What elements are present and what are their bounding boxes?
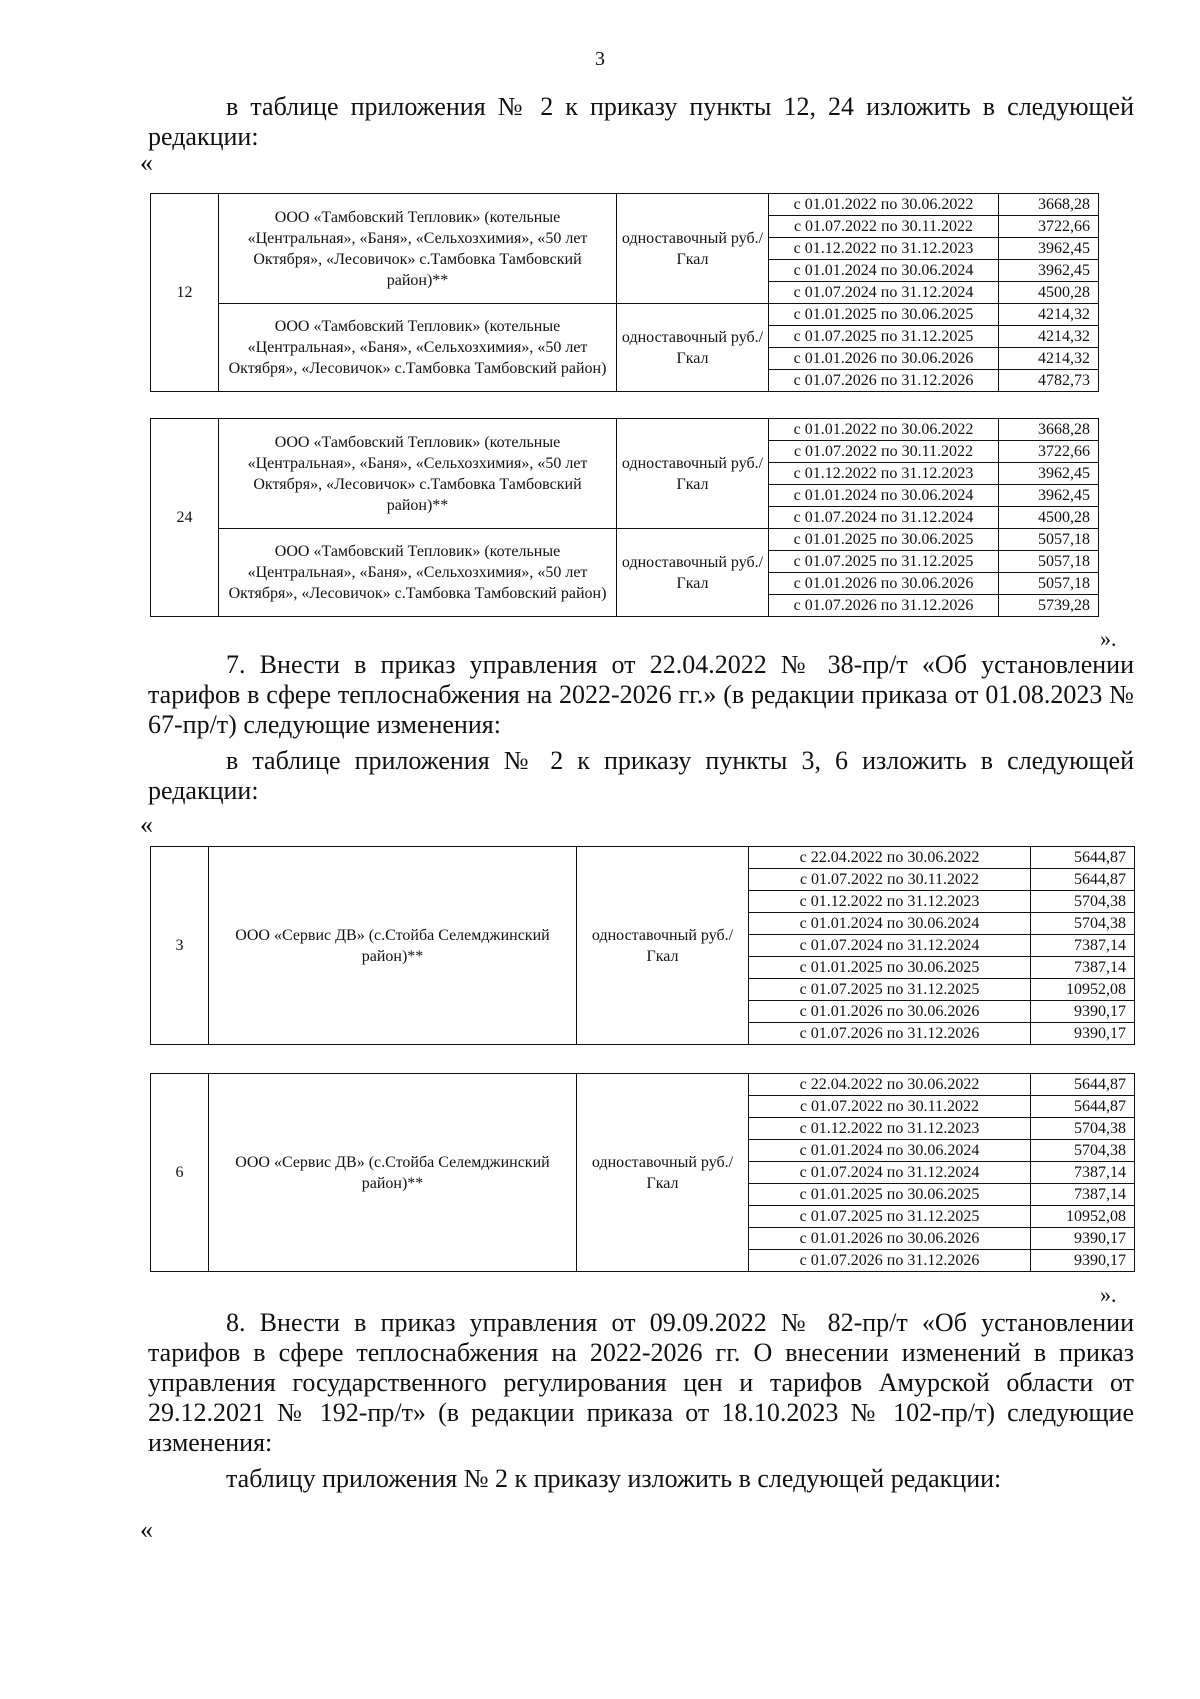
tariff-value: 5644,87 xyxy=(1031,869,1135,891)
period-cell: с 01.07.2024 по 31.12.2024 xyxy=(769,282,999,304)
tariff-value: 3962,45 xyxy=(999,238,1099,260)
period-cell: с 22.04.2022 по 30.06.2022 xyxy=(749,1074,1031,1096)
period-cell: с 01.12.2022 по 31.12.2023 xyxy=(749,1118,1031,1140)
paragraph-8: 8. Внести в приказ управления от 09.09.2022 № 82-пр/т «Об установлении тарифов в сфере теплоснабжения на 2022-2026 гг. О внесении изменений в приказ управления государственного регулирования цен и тарифов Амурской области от 29.12.2021 № 192-пр/т» (в редакции приказа от 18.10.2023 № 102-пр/т) следующие изменения: xyxy=(148,1308,1134,1457)
period-cell: с 01.07.2025 по 31.12.2025 xyxy=(769,551,999,573)
tariff-value: 9390,17 xyxy=(1031,1023,1135,1045)
period-cell: с 01.07.2022 по 30.11.2022 xyxy=(749,1096,1031,1118)
tariff-table-3 xyxy=(150,846,1135,1045)
period-cell: с 01.07.2025 по 31.12.2025 xyxy=(749,1206,1031,1228)
period-cell: с 01.01.2026 по 30.06.2026 xyxy=(749,1001,1031,1023)
tariff-value: 7387,14 xyxy=(1031,935,1135,957)
tariff-value: 4500,28 xyxy=(999,282,1099,304)
unit-of-measure: одноставочный руб./Гкал xyxy=(577,1074,749,1272)
period-cell: с 22.04.2022 по 30.06.2022 xyxy=(749,847,1031,869)
tariff-value: 3722,66 xyxy=(999,216,1099,238)
tariff-value: 3962,45 xyxy=(999,485,1099,507)
tariff-value: 5057,18 xyxy=(999,551,1099,573)
period-cell: с 01.01.2026 по 30.06.2026 xyxy=(769,573,999,595)
organization-name: ООО «Тамбовский Тепловик» (котельные «Центральная», «Баня», «Сельхозхимия», «50 лет Октября», «Лесовичок» с.Тамбовка Тамбовский район)** xyxy=(219,194,617,304)
intro-paragraph-1: в таблице приложения № 2 к приказу пункты 12, 24 изложить в следующей редакции: xyxy=(148,92,1134,151)
tariff-value: 9390,17 xyxy=(1031,1228,1135,1250)
period-cell: с 01.01.2022 по 30.06.2022 xyxy=(769,419,999,441)
tariff-value: 4214,32 xyxy=(999,326,1099,348)
tariff-value: 3722,66 xyxy=(999,441,1099,463)
tariff-value: 9390,17 xyxy=(1031,1001,1135,1023)
organization-name: ООО «Сервис ДВ» (с.Стойба Селемджинский район)** xyxy=(209,1074,577,1272)
tariff-value: 3668,28 xyxy=(999,419,1099,441)
unit-of-measure: одноставочный руб./Гкал xyxy=(617,529,769,617)
tariff-value: 4214,32 xyxy=(999,348,1099,370)
tariff-value: 3962,45 xyxy=(999,463,1099,485)
tariff-table-24 xyxy=(150,418,1099,617)
period-cell: с 01.01.2025 по 30.06.2025 xyxy=(749,1184,1031,1206)
period-cell: с 01.07.2026 по 31.12.2026 xyxy=(749,1250,1031,1272)
period-cell: с 01.01.2025 по 30.06.2025 xyxy=(749,957,1031,979)
period-cell: с 01.07.2025 по 31.12.2025 xyxy=(749,979,1031,1001)
tariff-value: 7387,14 xyxy=(1031,1162,1135,1184)
item-number: 3 xyxy=(151,847,209,1045)
item-number: 12 xyxy=(151,194,219,392)
period-cell: с 01.07.2025 по 31.12.2025 xyxy=(769,326,999,348)
period-cell: с 01.07.2026 по 31.12.2026 xyxy=(769,370,999,392)
period-cell: с 01.01.2024 по 30.06.2024 xyxy=(749,913,1031,935)
tariff-value: 4500,28 xyxy=(999,507,1099,529)
unit-of-measure: одноставочный руб./Гкал xyxy=(617,194,769,304)
period-cell: с 01.01.2022 по 30.06.2022 xyxy=(769,194,999,216)
period-cell: с 01.07.2022 по 30.11.2022 xyxy=(769,216,999,238)
tariff-value: 10952,08 xyxy=(1031,1206,1135,1228)
period-cell: с 01.01.2026 по 30.06.2026 xyxy=(749,1228,1031,1250)
tariff-value: 4214,32 xyxy=(999,304,1099,326)
tariff-value: 5704,38 xyxy=(1031,913,1135,935)
tariff-value: 5644,87 xyxy=(1031,1074,1135,1096)
tariff-value: 3962,45 xyxy=(999,260,1099,282)
period-cell: с 01.01.2024 по 30.06.2024 xyxy=(769,260,999,282)
close-quote-1: ». xyxy=(1100,626,1117,651)
organization-name: ООО «Тамбовский Тепловик» (котельные «Центральная», «Баня», «Сельхозхимия», «50 лет Октября», «Лесовичок» с.Тамбовка Тамбовский район) xyxy=(219,304,617,392)
period-cell: с 01.07.2026 по 31.12.2026 xyxy=(769,595,999,617)
tariff-value: 5644,87 xyxy=(1031,1096,1135,1118)
item-number: 24 xyxy=(151,419,219,617)
organization-name: ООО «Тамбовский Тепловик» (котельные «Центральная», «Баня», «Сельхозхимия», «50 лет Октября», «Лесовичок» с.Тамбовка Тамбовский район)** xyxy=(219,419,617,529)
page-number: 3 xyxy=(595,48,605,70)
tariff-value: 5644,87 xyxy=(1031,847,1135,869)
organization-name: ООО «Тамбовский Тепловик» (котельные «Центральная», «Баня», «Сельхозхимия», «50 лет Октября», «Лесовичок» с.Тамбовка Тамбовский район) xyxy=(219,529,617,617)
period-cell: с 01.12.2022 по 31.12.2023 xyxy=(749,891,1031,913)
organization-name: ООО «Сервис ДВ» (с.Стойба Селемджинский район)** xyxy=(209,847,577,1045)
period-cell: с 01.07.2024 по 31.12.2024 xyxy=(749,1162,1031,1184)
tariff-value: 5704,38 xyxy=(1031,1118,1135,1140)
open-quote-2: « xyxy=(140,810,153,839)
period-cell: с 01.01.2024 по 30.06.2024 xyxy=(749,1140,1031,1162)
tariff-value: 9390,17 xyxy=(1031,1250,1135,1272)
open-quote-1: « xyxy=(140,148,153,177)
tariff-value: 5704,38 xyxy=(1031,891,1135,913)
paragraph-7: 7. Внести в приказ управления от 22.04.2022 № 38-пр/т «Об установлении тарифов в сфере теплоснабжения на 2022-2026 гг.» (в редакции приказа от 01.08.2023 № 67-пр/т) следующие изменения: xyxy=(148,650,1134,739)
tariff-value: 5704,38 xyxy=(1031,1140,1135,1162)
unit-of-measure: одноставочный руб./Гкал xyxy=(577,847,749,1045)
period-cell: с 01.07.2024 по 31.12.2024 xyxy=(749,935,1031,957)
period-cell: с 01.12.2022 по 31.12.2023 xyxy=(769,463,999,485)
period-cell: с 01.01.2025 по 30.06.2025 xyxy=(769,304,999,326)
close-quote-2: ». xyxy=(1100,1282,1117,1307)
period-cell: с 01.07.2026 по 31.12.2026 xyxy=(749,1023,1031,1045)
period-cell: с 01.01.2026 по 30.06.2026 xyxy=(769,348,999,370)
unit-of-measure: одноставочный руб./Гкал xyxy=(617,304,769,392)
period-cell: с 01.01.2025 по 30.06.2025 xyxy=(769,529,999,551)
tariff-table-12 xyxy=(150,193,1099,392)
tariff-value: 7387,14 xyxy=(1031,957,1135,979)
tariff-value: 10952,08 xyxy=(1031,979,1135,1001)
tariff-value: 3668,28 xyxy=(999,194,1099,216)
tariff-table-6 xyxy=(150,1073,1135,1272)
period-cell: с 01.01.2024 по 30.06.2024 xyxy=(769,485,999,507)
tariff-value: 5057,18 xyxy=(999,573,1099,595)
period-cell: с 01.07.2024 по 31.12.2024 xyxy=(769,507,999,529)
unit-of-measure: одноставочный руб./Гкал xyxy=(617,419,769,529)
intro-paragraph-3: таблицу приложения № 2 к приказу изложить в следующей редакции: xyxy=(226,1464,1002,1493)
period-cell: с 01.12.2022 по 31.12.2023 xyxy=(769,238,999,260)
tariff-value: 5057,18 xyxy=(999,529,1099,551)
tariff-value: 5739,28 xyxy=(999,595,1099,617)
tariff-value: 4782,73 xyxy=(999,370,1099,392)
period-cell: с 01.07.2022 по 30.11.2022 xyxy=(749,869,1031,891)
item-number: 6 xyxy=(151,1074,209,1272)
open-quote-3: « xyxy=(140,1515,153,1544)
intro-paragraph-2: в таблице приложения № 2 к приказу пункты 3, 6 изложить в следующей редакции: xyxy=(148,746,1134,805)
tariff-value: 7387,14 xyxy=(1031,1184,1135,1206)
period-cell: с 01.07.2022 по 30.11.2022 xyxy=(769,441,999,463)
